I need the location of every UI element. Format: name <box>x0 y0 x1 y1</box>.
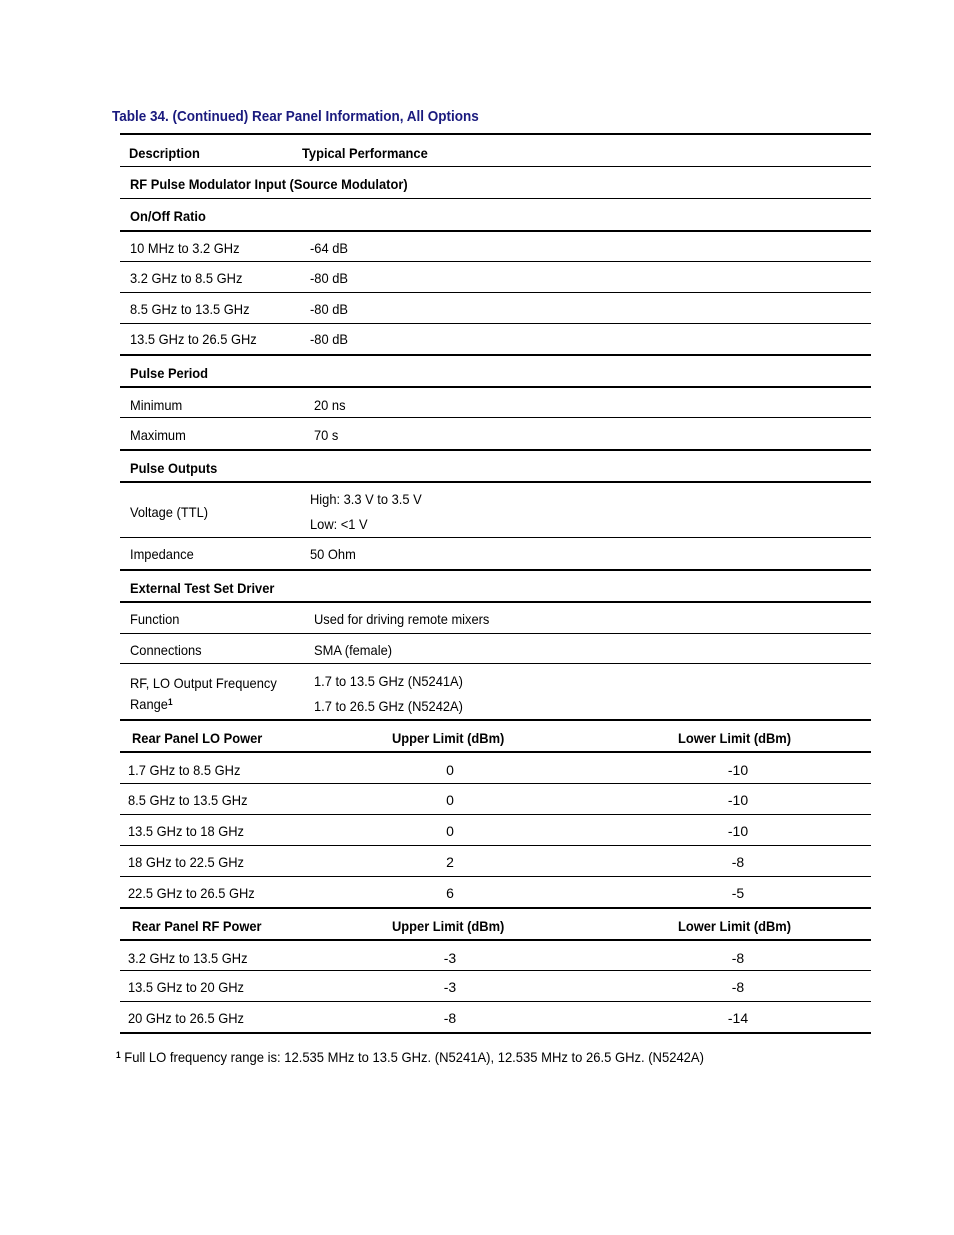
footnote <box>116 1049 704 1065</box>
row-value: -80 dB <box>310 331 348 347</box>
table-row <box>120 481 871 537</box>
column-header: Upper Limit (dBm) <box>392 730 505 746</box>
lower-limit-value: -10 <box>727 762 749 778</box>
section-title: External Test Set Driver <box>130 580 275 596</box>
row-value: 50 Ohm <box>310 546 356 562</box>
row-value: -80 dB <box>310 270 348 286</box>
row-value: 70 s <box>314 427 339 443</box>
table-row <box>120 663 871 719</box>
section-on-off-ratio <box>120 198 871 230</box>
row-label: 3.2 GHz to 13.5 GHz <box>128 950 248 966</box>
header-typical-performance: Typical Performance <box>302 145 428 161</box>
row-label: 13.5 GHz to 20 GHz <box>128 979 244 995</box>
row-value: 20 ns <box>314 397 346 413</box>
footnote-ref: 1 <box>167 697 173 707</box>
column-header: Lower Limit (dBm) <box>678 918 792 934</box>
row-value: 1.7 to 13.5 GHz (N5241A) <box>314 673 463 689</box>
row-label: 10 MHz to 3.2 GHz <box>130 240 240 256</box>
row-label <box>130 696 173 712</box>
row-label: RF, LO Output Frequency <box>130 675 277 691</box>
row-label: 22.5 GHz to 26.5 GHz <box>128 885 255 901</box>
table-caption: Table 34. (Continued) Rear Panel Information, All Options <box>112 108 479 125</box>
rf-power-header-row <box>120 907 871 939</box>
section-external-test-set <box>120 569 871 601</box>
row-label: Function <box>130 611 180 627</box>
table-row <box>120 537 871 569</box>
upper-limit-value: 2 <box>446 854 454 870</box>
row-label: Maximum <box>130 427 186 443</box>
lower-limit-value: -5 <box>731 885 745 901</box>
table-row <box>120 386 871 417</box>
table-row <box>120 601 871 633</box>
row-label: Impedance <box>130 546 194 562</box>
column-header: Rear Panel RF Power <box>132 918 262 934</box>
table-header-row <box>120 133 871 166</box>
lo-power-header-row <box>120 719 871 751</box>
row-label: 20 GHz to 26.5 GHz <box>128 1010 244 1026</box>
column-header: Rear Panel LO Power <box>132 730 263 746</box>
row-label: 3.2 GHz to 8.5 GHz <box>130 270 243 286</box>
table-row <box>120 292 871 323</box>
table-row <box>120 783 871 814</box>
upper-limit-value: -8 <box>443 1010 457 1026</box>
row-label: Minimum <box>130 397 183 413</box>
section-title: On/Off Ratio <box>130 208 206 224</box>
row-label: Connections <box>130 642 202 658</box>
row-label: Voltage (TTL) <box>130 504 209 520</box>
column-header: Upper Limit (dBm) <box>392 918 505 934</box>
table-row <box>120 751 871 783</box>
row-value: Used for driving remote mixers <box>314 611 490 627</box>
lower-limit-value: -14 <box>727 1010 749 1026</box>
lower-limit-value: -10 <box>727 792 749 808</box>
upper-limit-value: 0 <box>446 823 454 839</box>
row-label-text: Range <box>130 696 168 712</box>
row-label: 8.5 GHz to 13.5 GHz <box>130 301 250 317</box>
lower-limit-value: -8 <box>731 854 745 870</box>
row-label: 18 GHz to 22.5 GHz <box>128 854 244 870</box>
row-label: 8.5 GHz to 13.5 GHz <box>128 792 248 808</box>
table-row <box>120 845 871 876</box>
row-value: -80 dB <box>310 301 348 317</box>
section-title: Pulse Outputs <box>130 460 218 476</box>
column-header: Lower Limit (dBm) <box>678 730 792 746</box>
footnote-text: Full LO frequency range is: 12.535 MHz to 13.5 GHz. (N5241A), 12.535 MHz to 26.5 GHz. (N5242A) <box>124 1049 704 1065</box>
table-row <box>120 230 871 261</box>
lower-limit-value: -8 <box>731 979 745 995</box>
table-row <box>120 261 871 292</box>
section-pulse-outputs <box>120 449 871 481</box>
row-value: High: 3.3 V to 3.5 V <box>310 491 422 507</box>
table-row <box>120 876 871 907</box>
table-row <box>120 417 871 449</box>
table-row <box>120 814 871 845</box>
section-pulse-period <box>120 354 871 386</box>
row-label: 13.5 GHz to 26.5 GHz <box>130 331 257 347</box>
row-value: -64 dB <box>310 240 348 256</box>
table-row <box>120 323 871 354</box>
header-description: Description <box>129 145 200 161</box>
row-value: 1.7 to 26.5 GHz (N5242A) <box>314 698 463 714</box>
upper-limit-value: 0 <box>446 792 454 808</box>
lower-limit-value: -10 <box>727 823 749 839</box>
row-label: 1.7 GHz to 8.5 GHz <box>128 762 241 778</box>
section-title: RF Pulse Modulator Input (Source Modulator) <box>130 176 408 192</box>
upper-limit-value: -3 <box>443 950 457 966</box>
upper-limit-value: 0 <box>446 762 454 778</box>
rear-panel-table <box>120 133 871 1034</box>
row-value: SMA (female) <box>314 642 393 658</box>
upper-limit-value: 6 <box>446 885 454 901</box>
section-title: Pulse Period <box>130 365 209 381</box>
table-row <box>120 1001 871 1034</box>
section-pulse-modulator <box>120 166 871 198</box>
table-row <box>120 970 871 1001</box>
footnote-mark: 1 <box>116 1050 121 1060</box>
table-row <box>120 633 871 663</box>
row-value: Low: <1 V <box>310 516 368 532</box>
table-row <box>120 939 871 970</box>
lower-limit-value: -8 <box>731 950 745 966</box>
row-label: 13.5 GHz to 18 GHz <box>128 823 244 839</box>
upper-limit-value: -3 <box>443 979 457 995</box>
